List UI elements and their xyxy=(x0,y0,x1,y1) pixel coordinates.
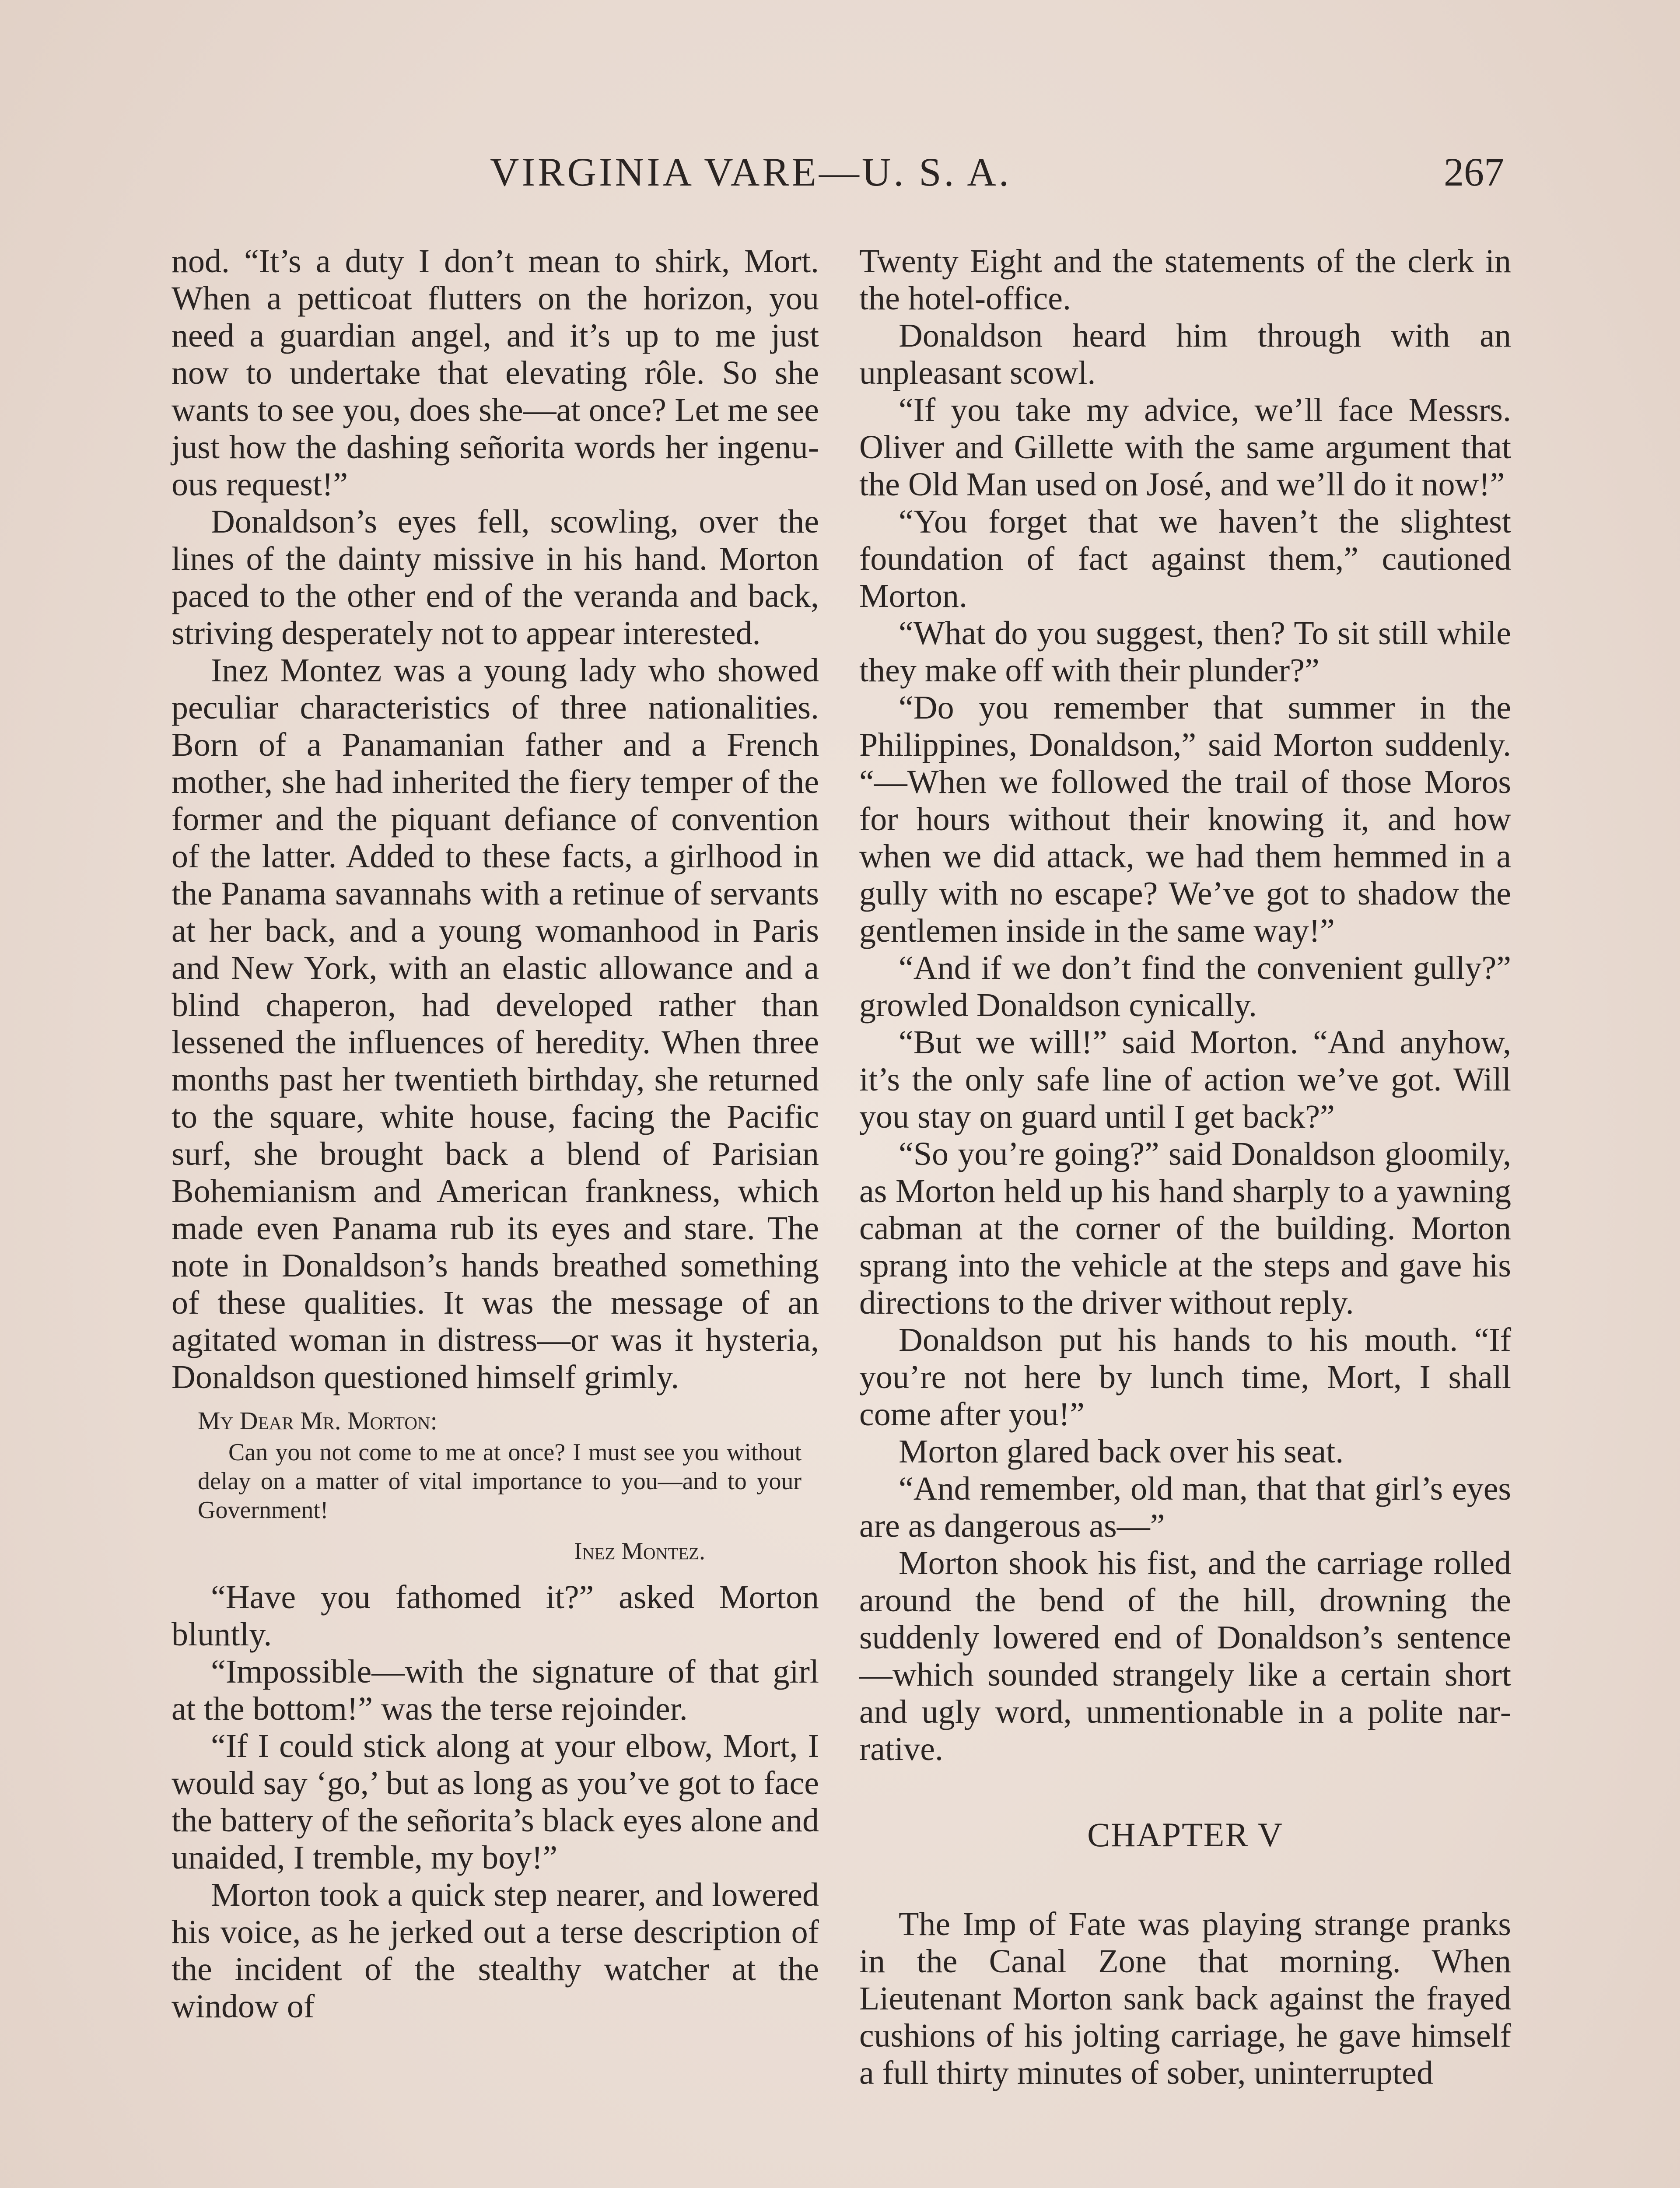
paragraph: “Do you remember that summer in the Philippines, Donaldson,” said Morton suddenly. “—When we followed the trail of those Moros for hours without their knowing it, and how when we did attack, we had them hemmed in a gully with no escape? We’ve got to shadow the gentlemen inside in the same way!” xyxy=(859,689,1511,949)
page-number: 267 xyxy=(1444,150,1504,194)
paragraph: Morton shook his fist, and the carriage rolled around the bend of the hill, drowning the suddenly lowered end of Donaldson’s sentence—which sounded strangely like a certain short and ugly word, unmentionable in a polite narrative. xyxy=(859,1545,1511,1767)
letter-signature: Inez Montez. xyxy=(574,1538,705,1565)
letter-salutation: My Dear Mr. Morton: xyxy=(198,1406,438,1435)
paragraph: Twenty Eight and the statements of the clerk in the hotel-office. xyxy=(859,243,1511,317)
paragraph: Donaldson put his hands to his mouth. “If you’re not here by lunch time, Mort, I shall come after you!” xyxy=(859,1322,1511,1433)
chapter-heading: CHAPTER V xyxy=(1087,1816,1283,1854)
left-column xyxy=(172,243,819,2025)
paragraph: “Have you fathomed it?” asked Morton bluntly. xyxy=(172,1579,819,1653)
paragraph: Inez Montez was a young lady who showed peculiar characteristics of three nationalities. Born of a Panamanian father and a French mother, she had inherited the fiery temper of the former and the piquant defiance of convention of the latter. Added to these facts, a girlhood in the Panama savannahs with a retinue of servants at her back, and a young womanhood in Paris and New York, with an elastic allowance and a blind chaperon, had developed rather than lessened the influences of heredity. When three months past her twentieth birthday, she returned to the square, white house, facing the Pacific surf, she brought back a blend of Parisian Bohemianism and American frankness, which made even Panama rub its eyes and stare. The note in Donaldson’s hands breathed something of these qualities. It was the message of an agitated woman in distress—or was it hysteria, Donaldson questioned himself grimly. xyxy=(172,652,819,1396)
paragraph: nod. “It’s a duty I don’t mean to shirk, Mort. When a petticoat flutters on the horizon, you need a guardian angel, and it’s up to me just now to undertake that elevating rôle. So she wants to see you, does she—at once? Let me see just how the dashing señorita words her ingenuous request!” xyxy=(172,243,819,503)
letter-body: Can you not come to me at once? I must see you without delay on a matter of vital importance to you—and to your Government! xyxy=(198,1439,802,1524)
paragraph: “Impossible—with the signature of that girl at the bottom!” was the terse rejoinder. xyxy=(172,1653,819,1727)
paragraph: Morton took a quick step nearer, and lowered his voice, as he jerked out a terse description of the incident of the stealthy watcher at the window of xyxy=(172,1876,819,2025)
paragraph: “But we will!” said Morton. “And anyhow, it’s the only safe line of action we’ve got. Will you stay on guard until I get back?” xyxy=(859,1024,1511,1135)
right-column xyxy=(859,243,1511,2092)
quoted-letter xyxy=(198,1406,802,1566)
paragraph: “If I could stick along at your elbow, Mort, I would say ‘go,’ but as long as you’ve got to face the battery of the señorita’s black eyes alone and unaided, I tremble, my boy!” xyxy=(172,1728,819,1876)
paragraph: “So you’re going?” said Donaldson gloomily, as Morton held up his hand sharply to a yawning cabman at the corner of the building. Morton sprang into the vehicle at the steps and gave his directions to the driver without reply. xyxy=(859,1136,1511,1321)
paragraph: “If you take my advice, we’ll face Messrs. Oliver and Gillette with the same argument that the Old Man used on José, and we’ll do it now!” xyxy=(859,392,1511,503)
paragraph: Donaldson heard him through with an unpleasant scowl. xyxy=(859,317,1511,391)
paragraph: “And remember, old man, that that girl’s eyes are as dangerous as—” xyxy=(859,1470,1511,1544)
paragraph: The Imp of Fate was playing strange pranks in the Canal Zone that morning. When Lieutenant Morton sank back against the frayed cushions of his jolting carriage, he gave himself a full thirty minutes of sober, uninterrupted xyxy=(859,1906,1511,2091)
paragraph: “What do you suggest, then? To sit still while they make off with their plunder?” xyxy=(859,615,1511,689)
paragraph: Morton glared back over his seat. xyxy=(899,1433,1344,1470)
paragraph: Donaldson’s eyes fell, scowling, over the lines of the dainty missive in his hand. Morton paced to the other end of the veranda and back, striving desperately not to appear interested. xyxy=(172,503,819,652)
running-title: VIRGINIA VARE—U. S. A. xyxy=(490,150,1012,194)
paragraph: “You forget that we haven’t the slightest foundation of fact against them,” cautioned Morton. xyxy=(859,503,1511,614)
paragraph: “And if we don’t find the convenient gully?” growled Donaldson cynically. xyxy=(859,950,1511,1024)
